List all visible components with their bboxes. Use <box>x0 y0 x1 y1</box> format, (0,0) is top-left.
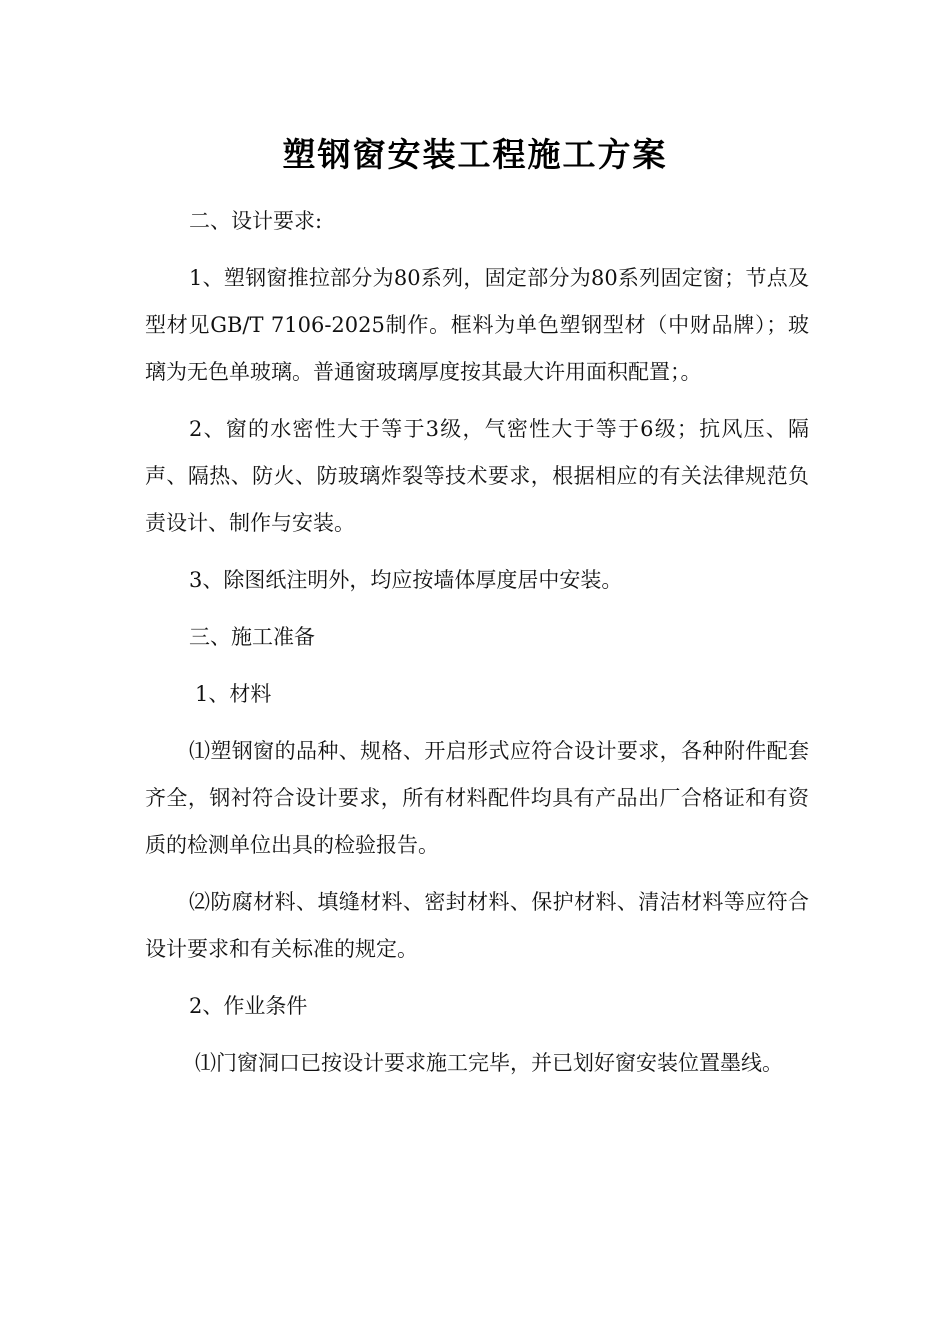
subsection-heading-working-conditions: 2、作业条件 <box>189 994 308 1018</box>
section-heading-construction-preparation: 三、施工准备 <box>189 625 315 649</box>
paragraph-opening-prepared: ⑴门窗洞口已按设计要求施工完毕，并已划好窗安装位置墨线。 <box>195 1051 783 1075</box>
document-title: 塑钢窗安装工程施工方案 <box>282 135 668 174</box>
paragraph-material-requirements: ⑴塑钢窗的品种、规格、开启形式应符合设计要求，各种附件配套齐全，钢衬符合设计要求，所有材料配件均具有产品出厂合格证和有资质的检测单位出具的检验报告。 <box>145 739 809 857</box>
paragraph-installation-position: 3、除图纸注明外，均应按墙体厚度居中安装。 <box>189 568 623 592</box>
paragraph-performance-requirements: 2、窗的水密性大于等于3级，气密性大于等于6级；抗风压、隔声、隔热、防火、防玻璃炸裂等技术要求，根据相应的有关法律规范负责设计、制作与安装。 <box>145 417 809 535</box>
paragraph-window-system: 1、塑钢窗推拉部分为80系列，固定部分为80系列固定窗；节点及型材见GB/T 7106-2025制作。框料为单色塑钢型材（中财品牌）；玻璃为无色单玻璃。普通窗玻璃厚度按其最大许用面积配置；。 <box>145 266 809 384</box>
document-body <box>145 198 809 1097</box>
subsection-heading-materials: 1、材料 <box>195 682 272 706</box>
paragraph-auxiliary-materials: ⑵防腐材料、填缝材料、密封材料、保护材料、清洁材料等应符合设计要求和有关标准的规定。 <box>145 890 809 961</box>
section-heading-design-requirements: 二、设计要求: <box>189 209 323 233</box>
